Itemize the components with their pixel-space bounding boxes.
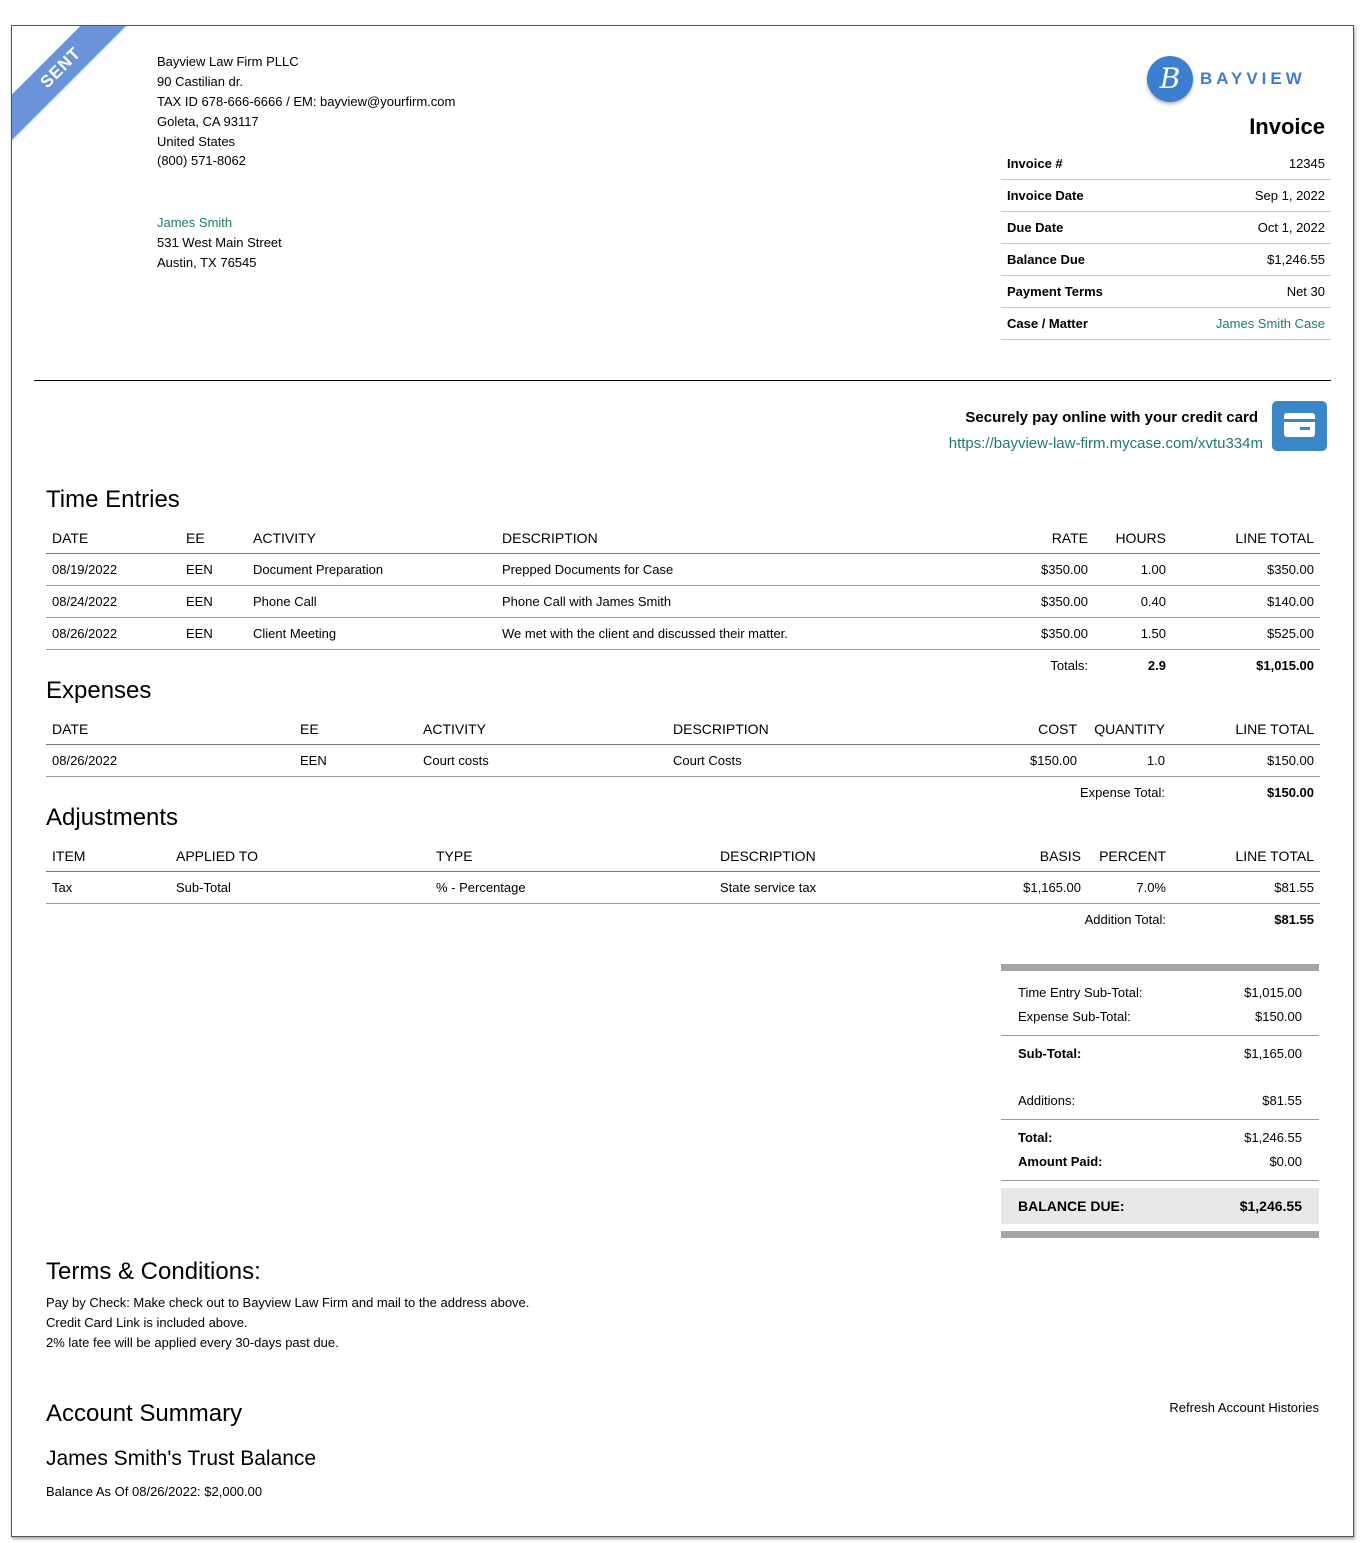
invoice-sheet: [11, 25, 1354, 1537]
summary-row: [1001, 981, 1319, 1005]
cell-date: 08/24/2022: [46, 586, 180, 618]
meta-label: Due Date: [1001, 212, 1156, 244]
expenses-heading: Expenses: [46, 677, 152, 704]
cell-ee: EEN: [180, 586, 247, 618]
sent-ribbon: SENT: [11, 25, 147, 154]
terms-heading: Terms & Conditions:: [46, 1258, 261, 1285]
logo-wordmark: BAYVIEW: [1200, 69, 1306, 88]
cell-ee: EEN: [294, 745, 417, 777]
meta-row: [1001, 244, 1331, 276]
col-percent: PERCENT: [1087, 840, 1172, 872]
refresh-account-histories-link[interactable]: Refresh Account Histories: [1169, 1400, 1319, 1415]
meta-value: $1,246.55: [1156, 244, 1331, 276]
trust-balance-heading: James Smith's Trust Balance: [46, 1447, 317, 1470]
balance-due-row: [1001, 1188, 1319, 1224]
summary-row: [1001, 1005, 1319, 1029]
balance-due-value: $1,246.55: [1239, 1198, 1302, 1214]
summary-label: Expense Sub-Total:: [1018, 1009, 1131, 1024]
totals-label: Totals:: [1050, 658, 1088, 673]
table-row: [46, 618, 1320, 650]
meta-label: Invoice Date: [1001, 180, 1156, 212]
firm-country: United States: [157, 134, 236, 149]
col-date: DATE: [46, 522, 180, 554]
firm-tax-email: TAX ID 678-666-6666 / EM: bayview@yourfirm.com: [157, 94, 456, 109]
meta-label: Balance Due: [1001, 244, 1156, 276]
meta-value: Sep 1, 2022: [1156, 180, 1331, 212]
time-entries-table: [46, 522, 1320, 681]
invoice-title: Invoice: [1249, 114, 1325, 139]
cell-line-total: $140.00: [1172, 586, 1320, 618]
cell-ee: EEN: [180, 554, 247, 586]
cell-rate: $350.00: [966, 618, 1094, 650]
cell-activity: Court costs: [417, 745, 667, 777]
meta-value: Oct 1, 2022: [1156, 212, 1331, 244]
cell-description: State service tax: [714, 872, 959, 904]
col-description: DESCRIPTION: [714, 840, 959, 872]
cell-activity: Phone Call: [247, 586, 496, 618]
cell-line-total: $525.00: [1172, 618, 1320, 650]
table-row: [46, 586, 1320, 618]
addition-total-label: Addition Total:: [1084, 912, 1166, 927]
cell-description: We met with the client and discussed their matter.: [496, 618, 966, 650]
expenses-table: [46, 713, 1320, 808]
client-name-link[interactable]: James Smith: [157, 215, 233, 230]
cell-hours: 1.50: [1094, 618, 1172, 650]
meta-label: Invoice #: [1001, 148, 1156, 180]
meta-label: Payment Terms: [1001, 276, 1156, 308]
expense-total-label: Expense Total:: [1079, 785, 1165, 800]
cell-percent: 7.0%: [1087, 872, 1172, 904]
cell-basis: $1,165.00: [959, 872, 1087, 904]
terms-line: Credit Card Link is included above.: [46, 1315, 248, 1330]
cell-hours: 0.40: [1094, 586, 1172, 618]
col-quantity: QUANTITY: [1083, 713, 1171, 745]
summary-top-bar: [1001, 964, 1319, 971]
cell-quantity: 1.0: [1083, 745, 1171, 777]
cell-activity: Document Preparation: [247, 554, 496, 586]
table-header-row: [46, 840, 1320, 872]
pay-online-link[interactable]: https://bayview-law-firm.mycase.com/xvtu334m: [948, 435, 1263, 452]
summary-bottom-bar: [1001, 1231, 1319, 1238]
card-stripe: [1284, 419, 1315, 422]
expense-total-amount: $150.00: [1267, 785, 1314, 800]
table-row: [46, 554, 1320, 586]
meta-value: 12345: [1156, 148, 1331, 180]
cell-description: Prepped Documents for Case: [496, 554, 966, 586]
cell-date: 08/26/2022: [46, 745, 294, 777]
cell-rate: $350.00: [966, 586, 1094, 618]
adjustments-table: [46, 840, 1320, 935]
firm-phone: (800) 571-8062: [157, 153, 246, 168]
table-row: [46, 745, 1320, 777]
time-entries-heading: Time Entries: [46, 486, 180, 513]
cell-rate: $350.00: [966, 554, 1094, 586]
meta-row: [1001, 212, 1331, 244]
summary-row: [1001, 1150, 1319, 1174]
adjustments-heading: Adjustments: [46, 804, 179, 831]
meta-row: [1001, 148, 1331, 180]
totals-row: [46, 650, 1320, 682]
cell-applied-to: Sub-Total: [170, 872, 430, 904]
cell-type: % - Percentage: [430, 872, 714, 904]
cell-description: Court Costs: [667, 745, 957, 777]
pay-online-label: Securely pay online with your credit card: [965, 409, 1258, 426]
col-description: DESCRIPTION: [496, 522, 966, 554]
logo-mark: B: [1147, 56, 1193, 102]
firm-name: Bayview Law Firm PLLC: [157, 54, 299, 69]
col-hours: HOURS: [1094, 522, 1172, 554]
table-header-row: [46, 522, 1320, 554]
cell-description: Phone Call with James Smith: [496, 586, 966, 618]
cell-activity: Client Meeting: [247, 618, 496, 650]
summary-label: Amount Paid:: [1018, 1154, 1103, 1169]
summary-label: Sub-Total:: [1018, 1046, 1082, 1061]
col-description: DESCRIPTION: [667, 713, 957, 745]
col-type: TYPE: [430, 840, 714, 872]
col-basis: BASIS: [959, 840, 1087, 872]
firm-address: 90 Castilian dr.: [157, 74, 243, 89]
meta-row: [1001, 308, 1331, 340]
summary-label: Total:: [1018, 1130, 1053, 1145]
col-rate: RATE: [966, 522, 1094, 554]
client-address: 531 West Main Street: [157, 235, 282, 250]
totals-amount: $1,015.00: [1256, 658, 1314, 673]
credit-card-icon: [1284, 413, 1315, 437]
col-ee: EE: [180, 522, 247, 554]
col-applied-to: APPLIED TO: [170, 840, 430, 872]
cell-line-total: $150.00: [1171, 745, 1320, 777]
col-date: DATE: [46, 713, 294, 745]
terms-line: 2% late fee will be applied every 30-days past due.: [46, 1335, 339, 1350]
summary-row: [1001, 1042, 1319, 1066]
cell-cost: $150.00: [957, 745, 1083, 777]
table-header-row: [46, 713, 1320, 745]
cell-line-total: $350.00: [1172, 554, 1320, 586]
client-city: Austin, TX 76545: [157, 255, 257, 270]
credit-card-button[interactable]: [1272, 401, 1327, 451]
summary-value: $81.55: [1262, 1093, 1302, 1108]
summary-value: $1,165.00: [1244, 1046, 1302, 1061]
account-summary-heading: Account Summary: [46, 1400, 243, 1427]
balance-due-label: BALANCE DUE:: [1018, 1198, 1125, 1214]
cell-line-total: $81.55: [1172, 872, 1320, 904]
summary-row: [1001, 1089, 1319, 1113]
col-activity: ACTIVITY: [247, 522, 496, 554]
meta-row: [1001, 276, 1331, 308]
addition-total-amount: $81.55: [1274, 912, 1314, 927]
col-ee: EE: [294, 713, 417, 745]
col-activity: ACTIVITY: [417, 713, 667, 745]
card-chip: [1300, 427, 1310, 430]
cell-ee: EEN: [180, 618, 247, 650]
meta-value: Net 30: [1156, 276, 1331, 308]
cell-item: Tax: [46, 872, 170, 904]
bayview-logo: [1147, 56, 1317, 106]
col-cost: COST: [957, 713, 1083, 745]
header-divider: [34, 380, 1331, 381]
summary-value: $1,246.55: [1244, 1130, 1302, 1145]
summary-value: $1,015.00: [1244, 985, 1302, 1000]
firm-city: Goleta, CA 93117: [157, 114, 259, 129]
summary-label: Additions:: [1018, 1093, 1076, 1108]
totals-row: [46, 777, 1320, 809]
col-line-total: LINE TOTAL: [1172, 840, 1320, 872]
col-line-total: LINE TOTAL: [1172, 522, 1320, 554]
summary-value: $150.00: [1255, 1009, 1302, 1024]
totals-hours: 2.9: [1147, 658, 1166, 673]
summary-value: $0.00: [1269, 1154, 1302, 1169]
cell-date: 08/19/2022: [46, 554, 180, 586]
terms-line: Pay by Check: Make check out to Bayview Law Firm and mail to the address above.: [46, 1295, 530, 1310]
meta-label: Case / Matter: [1001, 308, 1156, 340]
cell-date: 08/26/2022: [46, 618, 180, 650]
invoice-summary: [1001, 964, 1319, 1238]
case-matter-link[interactable]: James Smith Case: [1156, 308, 1331, 340]
totals-row: [46, 904, 1320, 936]
table-row: [46, 872, 1320, 904]
meta-row: [1001, 180, 1331, 212]
summary-label: Time Entry Sub-Total:: [1018, 985, 1143, 1000]
col-item: ITEM: [46, 840, 170, 872]
trust-balance-line: Balance As Of 08/26/2022: $2,000.00: [46, 1484, 263, 1499]
invoice-meta-table: [1001, 148, 1331, 340]
summary-row: [1001, 1126, 1319, 1150]
cell-hours: 1.00: [1094, 554, 1172, 586]
col-line-total: LINE TOTAL: [1171, 713, 1320, 745]
